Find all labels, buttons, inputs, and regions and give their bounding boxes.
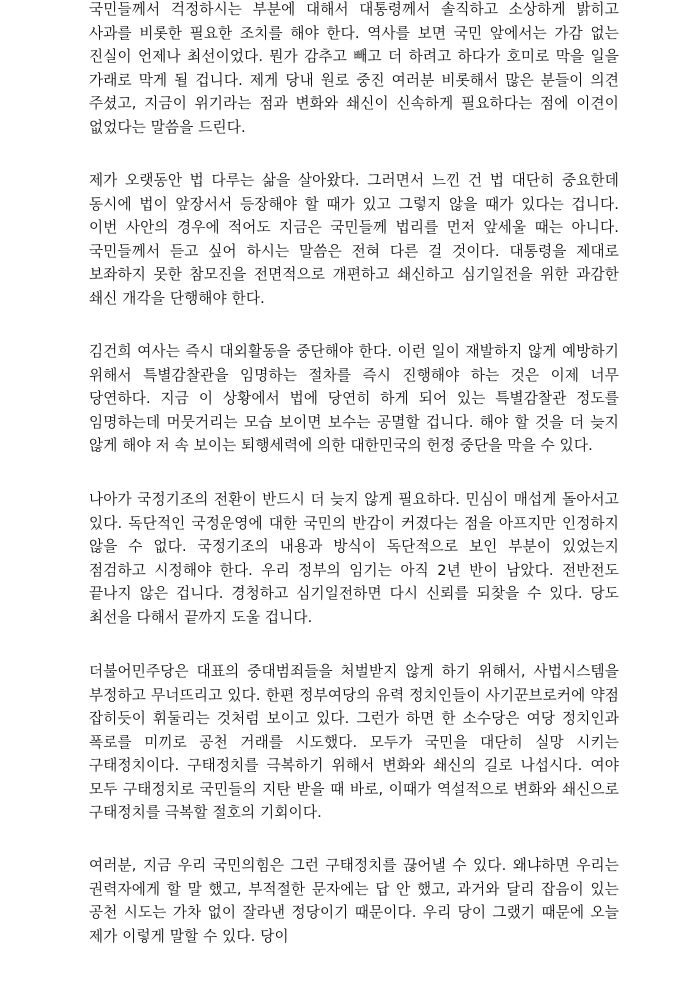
paragraph-1: 국민들께서 걱정하시는 부분에 대해서 대통령께서 솔직하고 소상하게 밝히고 사과를 비롯한 필요한 조치를 해야 한다. 역사를 보면 국민 앞에서는 가감 없는 진실이 언제나 최선이었다. 뭔가 감추고 빼고 더 하려고 하다가 호미로 막을 일을 가래로 막게 될 겁니다. 제게 당내 원로 중진 여러분 비롯해서 많은 분들이 의견 주셨고, 지금이 위기라는 점과 변화와 쇄신이 신속하게 필요하다는 점에 이견이 없었다는 말씀을 드린다. bbox=[89, 1, 619, 136]
paragraph-6: 여러분, 지금 우리 국민의힘은 그런 구태정치를 끊어낼 수 있다. 왜냐하면 우리는 권력자에게 할 말 했고, 부적절한 문자에는 답 안 했고, 과거와 달리 잡음이 있는 공천 시도는 가차 없이 잘라낸 정당이기 때문이다. 우리 당이 그랬기 때문에 오늘 제가 이렇게 말할 수 있다. 당이 bbox=[89, 857, 619, 945]
paragraph-3: 김건희 여사는 즉시 대외활동을 중단해야 한다. 이런 일이 재발하지 않게 예방하기 위해서 특별감찰관을 임명하는 절차를 즉시 진행해야 하는 것은 이제 너무 당연하다. 지금 이 상황에서 법에 당연히 하게 되어 있는 특별감찰관 정도를 임명하는데 머뭇거리는 모습 보이면 보수는 공멸할 겁니다. 해야 할 것을 더 늦지 않게 해야 저 속 보이는 퇴행세력에 의한 대한민국의 헌정 중단을 막을 수 있다. bbox=[89, 343, 619, 454]
paragraph-2: 제가 오랫동안 법 다루는 삶을 살아왔다. 그러면서 느낀 건 법 대단히 중요한데 동시에 법이 앞장서서 등장해야 할 때가 있고 그렇지 않을 때가 있다는 겁니다. 이번 사안의 경우에 적어도 지금은 국민들께 법리를 먼저 앞세울 때는 아니다. 국민들께서 듣고 싶어 하시는 말씀은 전혀 다른 걸 것이다. 대통령을 제대로 보좌하지 못한 참모진을 전면적으로 개편하고 쇄신하고 심기일전을 위한 과감한 쇄신 개각을 단행해야 한다. bbox=[89, 172, 619, 307]
paragraph-5: 더불어민주당은 대표의 중대범죄들을 처벌받지 않게 하기 위해서, 사법시스템을 부정하고 무너뜨리고 있다. 한편 정부여당의 유력 정치인들이 사기꾼브로커에 약점 잡히듯이 휘둘리는 것처럼 보이고 있다. 그런가 하면 한 소수당은 여당 정치인과 폭로를 미끼로 공천 거래를 시도했다. 모두가 국민을 대단히 실망 시키는 구태정치이다. 구태정치를 극복하기 위해서 변화와 쇄신의 길로 나섭시다. 여야 모두 구태정치로 국민들의 지탄 받을 때 바로, 이때가 역설적으로 변화와 쇄신으로 구태정치를 극복할 절호의 기회이다. bbox=[89, 663, 619, 821]
paragraph-4: 나아가 국정기조의 전환이 반드시 더 늦지 않게 필요하다. 민심이 매섭게 돌아서고 있다. 독단적인 국정운영에 대한 국민의 반감이 커졌다는 점을 아프지만 인정하지 않을 수 없다. 국정기조의 내용과 방식이 독단적으로 보인 부분이 있었는지 점검하고 시정해야 한다. 우리 정부의 임기는 아직 2년 반이 남았다. 전반전도 끝나지 않은 겁니다. 경청하고 심기일전하면 다시 신뢰를 되찾을 수 있다. 당도 최선을 다해서 끝까지 도울 겁니다. bbox=[89, 491, 619, 626]
